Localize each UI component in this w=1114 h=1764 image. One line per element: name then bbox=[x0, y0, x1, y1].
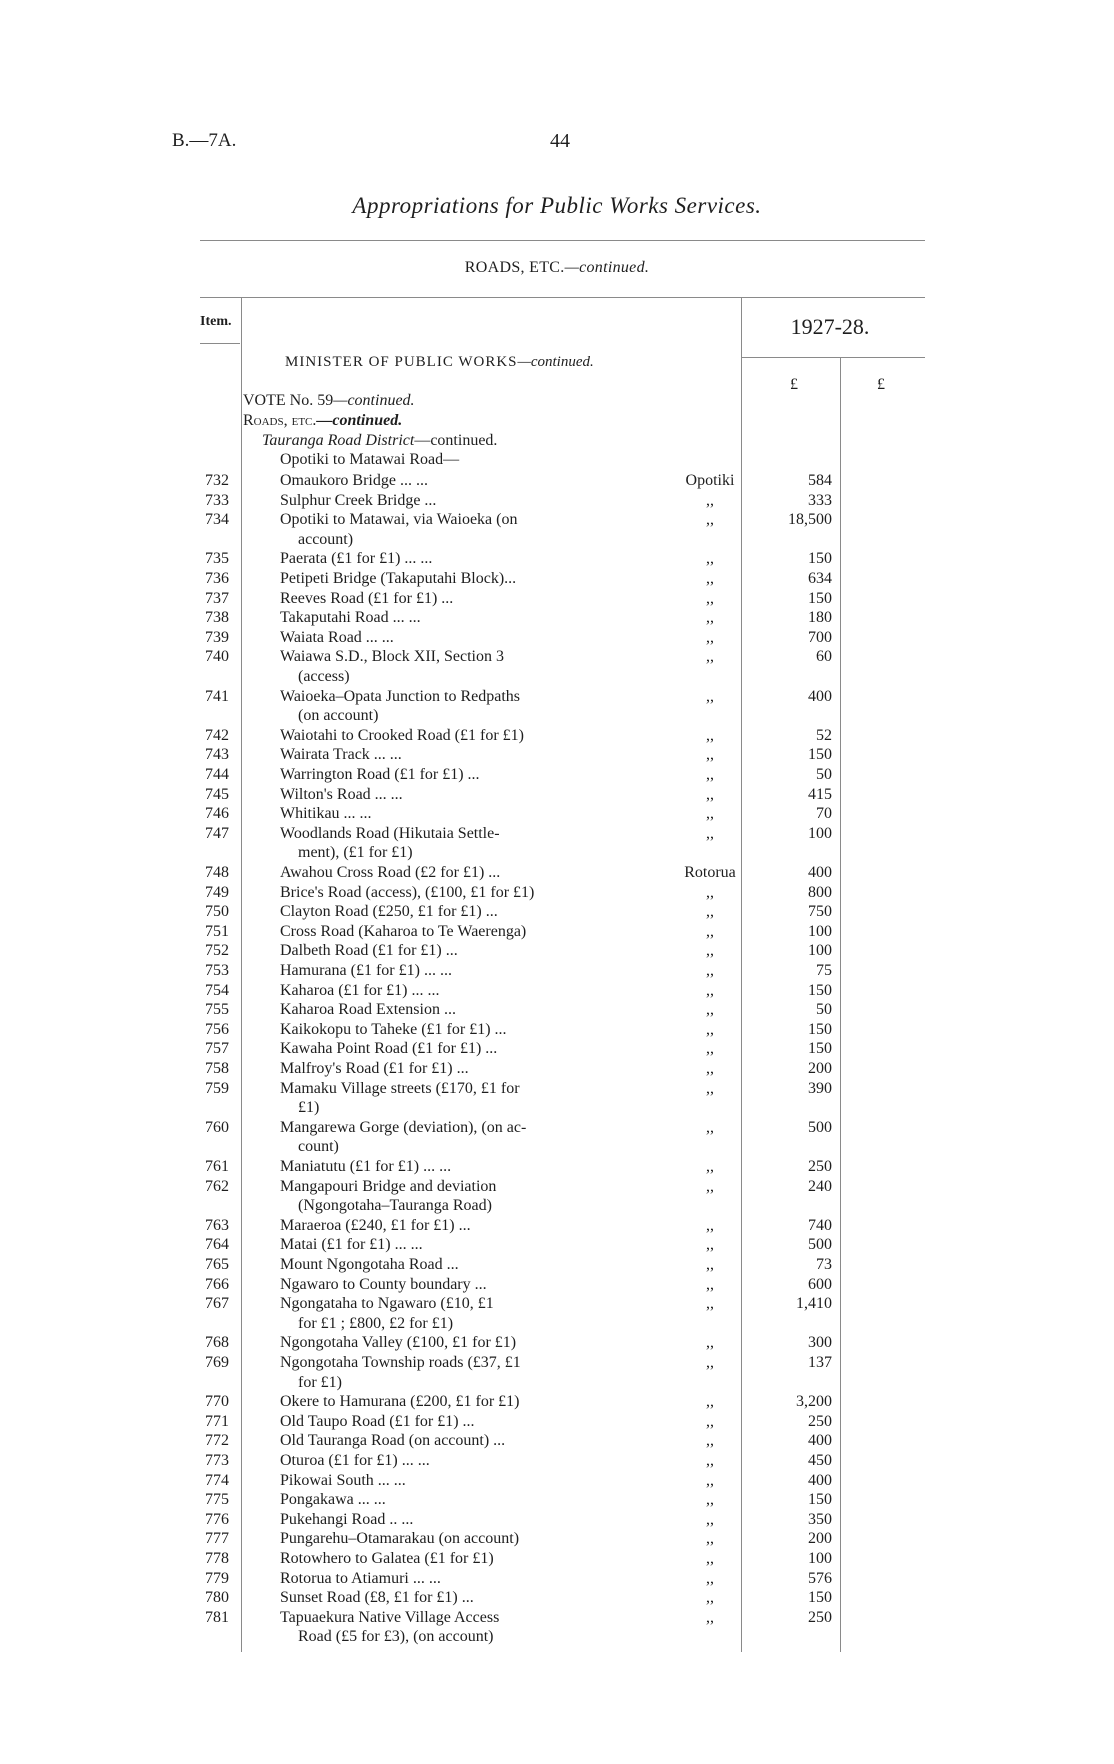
item-description bbox=[280, 1294, 604, 1333]
item-number: 753 bbox=[205, 962, 229, 979]
item-description-continuation: £1) bbox=[298, 1099, 320, 1117]
item-description bbox=[280, 745, 604, 765]
item-district: ,, bbox=[706, 550, 714, 568]
item-amount: 150 bbox=[808, 746, 832, 764]
item-district: ,, bbox=[706, 981, 714, 999]
vote-heading bbox=[243, 392, 415, 410]
item-description bbox=[280, 608, 604, 628]
item-amount: 390 bbox=[808, 1079, 832, 1097]
item-amount: 50 bbox=[816, 766, 832, 783]
item-header-rule bbox=[200, 343, 240, 344]
item-description bbox=[280, 1392, 604, 1412]
item-amount: 450 bbox=[808, 1452, 832, 1469]
item-number: 741 bbox=[205, 687, 229, 705]
item-district: Opotiki bbox=[685, 472, 735, 489]
item-district: ,, bbox=[706, 491, 714, 509]
item-description bbox=[280, 1471, 604, 1491]
item-number: 757 bbox=[205, 1040, 229, 1058]
item-amount: 600 bbox=[808, 1275, 832, 1293]
item-description bbox=[280, 1490, 604, 1510]
item-number: 777 bbox=[205, 1530, 229, 1548]
item-description bbox=[280, 922, 604, 942]
item-number: 772 bbox=[205, 1432, 229, 1450]
item-amount: 700 bbox=[808, 628, 832, 646]
item-description-line: Reeves Road (£1 for £1) ... bbox=[280, 589, 454, 607]
item-description bbox=[280, 1118, 604, 1157]
item-description-line: Clayton Road (£250, £1 for £1) ... bbox=[280, 903, 498, 921]
item-description-line: Tapuaekura Native Village Access bbox=[280, 1608, 500, 1626]
item-number: 771 bbox=[205, 1412, 229, 1430]
item-amount: 584 bbox=[808, 472, 832, 489]
section-heading-continued: —continued. bbox=[564, 259, 650, 276]
item-description-line: Waioeka–Opata Junction to Redpaths bbox=[280, 687, 520, 705]
item-amount: 576 bbox=[808, 1569, 832, 1587]
item-district: ,, bbox=[706, 1040, 714, 1058]
item-description bbox=[280, 1235, 604, 1255]
item-amount: 100 bbox=[808, 824, 832, 842]
item-amount: 333 bbox=[808, 491, 832, 509]
item-district: ,, bbox=[706, 511, 714, 529]
item-description bbox=[280, 981, 604, 1001]
item-district: ,, bbox=[706, 628, 714, 646]
item-number: 758 bbox=[205, 1060, 229, 1077]
item-description-line: Waiata Road ... ... bbox=[280, 628, 394, 646]
item-district: ,, bbox=[706, 766, 714, 783]
item-description-line: Old Tauranga Road (on account) ... bbox=[280, 1432, 506, 1450]
item-district: ,, bbox=[706, 1510, 714, 1528]
item-number: 746 bbox=[205, 805, 229, 823]
item-number: 774 bbox=[205, 1471, 229, 1489]
item-description bbox=[280, 863, 604, 883]
item-district: ,, bbox=[706, 1608, 714, 1626]
item-district: ,, bbox=[706, 1452, 714, 1469]
item-description-line: Waiotahi to Crooked Road (£1 for £1) bbox=[280, 726, 524, 744]
minister-heading-continued: —continued. bbox=[517, 354, 594, 370]
item-description bbox=[280, 1275, 604, 1295]
item-description-line: Kaharoa Road Extension ... bbox=[280, 1001, 456, 1019]
item-description bbox=[280, 1216, 604, 1236]
item-district: ,, bbox=[706, 1275, 714, 1293]
roads-heading bbox=[243, 412, 402, 430]
item-description bbox=[280, 549, 604, 569]
item-description-line: Matai (£1 for £1) ... ... bbox=[280, 1236, 423, 1254]
item-description-continuation: ment), (£1 for £1) bbox=[298, 844, 413, 862]
item-description-line: Wilton's Road ... ... bbox=[280, 785, 403, 803]
item-description-line: Ngawaro to County boundary ... bbox=[280, 1275, 487, 1293]
item-description-continuation: Road (£5 for £3), (on account) bbox=[298, 1628, 494, 1646]
item-amount: 250 bbox=[808, 1158, 832, 1175]
item-amount: 100 bbox=[808, 1550, 832, 1567]
year-column-header: 1927-28. bbox=[790, 314, 870, 339]
item-amount: 70 bbox=[816, 805, 832, 823]
item-number: 735 bbox=[205, 550, 229, 568]
item-number: 761 bbox=[205, 1158, 229, 1175]
item-description bbox=[280, 1059, 604, 1079]
item-district: ,, bbox=[706, 922, 714, 940]
item-district: Rotorua bbox=[684, 864, 736, 881]
item-description bbox=[280, 1588, 604, 1608]
item-amount: 150 bbox=[808, 1020, 832, 1038]
item-description bbox=[280, 726, 604, 746]
item-amount: 60 bbox=[816, 648, 832, 666]
district-heading-continued: —continued. bbox=[414, 432, 498, 449]
item-district: ,, bbox=[706, 1060, 714, 1077]
item-description-line: Hamurana (£1 for £1) ... ... bbox=[280, 962, 452, 979]
item-number: 763 bbox=[205, 1216, 229, 1234]
item-number: 733 bbox=[205, 491, 229, 509]
item-description-line: Awahou Cross Road (£2 for £1) ... bbox=[280, 864, 501, 881]
item-number: 778 bbox=[205, 1550, 229, 1567]
item-number: 780 bbox=[205, 1589, 229, 1607]
item-number: 770 bbox=[205, 1393, 229, 1411]
item-description-line: Old Taupo Road (£1 for £1) ... bbox=[280, 1412, 475, 1430]
item-district: ,, bbox=[706, 1256, 714, 1273]
item-description bbox=[280, 804, 604, 824]
item-district: ,, bbox=[706, 726, 714, 744]
item-number: 752 bbox=[205, 942, 229, 960]
item-number: 765 bbox=[205, 1256, 229, 1273]
item-amount: 250 bbox=[808, 1608, 832, 1626]
item-description-line: Wairata Track ... ... bbox=[280, 746, 402, 764]
item-description bbox=[280, 1412, 604, 1432]
item-district: ,, bbox=[706, 570, 714, 587]
item-description bbox=[280, 1039, 604, 1059]
item-amount: 750 bbox=[808, 903, 832, 921]
item-description-continuation: account) bbox=[298, 530, 354, 548]
item-amount: 1,410 bbox=[796, 1295, 832, 1313]
item-amount: 137 bbox=[808, 1354, 832, 1371]
item-description bbox=[280, 687, 604, 726]
section-heading bbox=[0, 259, 1114, 277]
item-number: 749 bbox=[205, 883, 229, 901]
item-district: ,, bbox=[706, 1079, 714, 1097]
item-amount: 415 bbox=[808, 785, 832, 803]
item-district: ,, bbox=[706, 1393, 714, 1411]
item-district: ,, bbox=[706, 648, 714, 666]
item-description bbox=[280, 569, 604, 589]
item-description-line: Woodlands Road (Hikutaia Settle- bbox=[280, 824, 500, 842]
item-description bbox=[280, 883, 604, 903]
item-amount: 400 bbox=[808, 864, 832, 881]
item-description-line: Pongakawa ... ... bbox=[280, 1491, 386, 1509]
item-description bbox=[280, 1000, 604, 1020]
item-description-continuation: for £1) bbox=[298, 1373, 342, 1391]
item-district: ,, bbox=[706, 1334, 714, 1352]
item-amount: 240 bbox=[808, 1177, 832, 1195]
item-number: 743 bbox=[205, 746, 229, 764]
item-description bbox=[280, 491, 604, 511]
item-description bbox=[280, 1569, 604, 1589]
item-number: 748 bbox=[205, 864, 229, 881]
item-district: ,, bbox=[706, 1177, 714, 1195]
item-description-line: Rotorua to Atiamuri ... ... bbox=[280, 1569, 441, 1587]
item-district: ,, bbox=[706, 1216, 714, 1234]
item-description bbox=[280, 1549, 604, 1569]
title-rule bbox=[200, 240, 925, 241]
page-title: Appropriations for Public Works Services. bbox=[352, 193, 762, 218]
item-description-line: Oturoa (£1 for £1) ... ... bbox=[280, 1452, 430, 1469]
item-description bbox=[280, 941, 604, 961]
item-number: 734 bbox=[205, 511, 229, 529]
item-amount: 200 bbox=[808, 1060, 832, 1077]
item-description-line: Sunset Road (£8, £1 for £1) ... bbox=[280, 1589, 474, 1607]
item-description bbox=[280, 1431, 604, 1451]
item-district: ,, bbox=[706, 942, 714, 960]
item-description-continuation: for £1 ; £800, £2 for £1) bbox=[298, 1314, 454, 1332]
item-description-line: Rotowhero to Galatea (£1 for £1) bbox=[280, 1550, 494, 1567]
minister-heading-main: MINISTER OF PUBLIC WORKS bbox=[285, 354, 518, 370]
item-district: ,, bbox=[706, 1236, 714, 1254]
item-number: 740 bbox=[205, 648, 229, 666]
item-number: 745 bbox=[205, 785, 229, 803]
item-description-line: Waiawa S.D., Block XII, Section 3 bbox=[280, 648, 504, 666]
item-amount: 100 bbox=[808, 922, 832, 940]
item-number: 742 bbox=[205, 726, 229, 744]
item-description-line: Kaikokopu to Taheke (£1 for £1) ... bbox=[280, 1020, 507, 1038]
item-amount: 150 bbox=[808, 550, 832, 568]
item-district: ,, bbox=[706, 1001, 714, 1019]
item-description-line: Warrington Road (£1 for £1) ... bbox=[280, 766, 480, 783]
item-number: 767 bbox=[205, 1295, 229, 1313]
item-description-line: Malfroy's Road (£1 for £1) ... bbox=[280, 1060, 469, 1077]
item-amount: 350 bbox=[808, 1510, 832, 1528]
item-district: ,, bbox=[706, 746, 714, 764]
item-number: 738 bbox=[205, 609, 229, 627]
item-description-line: Opotiki to Matawai, via Waioeka (on bbox=[280, 511, 518, 529]
item-district: ,, bbox=[706, 824, 714, 842]
item-description-line: Maraeroa (£240, £1 for £1) ... bbox=[280, 1216, 471, 1234]
item-description-continuation: count) bbox=[298, 1138, 339, 1156]
item-description bbox=[280, 765, 604, 785]
item-district: ,, bbox=[706, 609, 714, 627]
item-district: ,, bbox=[706, 1354, 714, 1371]
item-number: 751 bbox=[205, 922, 229, 940]
item-description-line: Pikowai South ... ... bbox=[280, 1471, 406, 1489]
item-amount: 400 bbox=[808, 1432, 832, 1450]
item-amount: 18,500 bbox=[788, 511, 832, 529]
item-number: 737 bbox=[205, 589, 229, 607]
item-description-line: Omaukoro Bridge ... ... bbox=[280, 472, 428, 489]
item-district: ,, bbox=[706, 903, 714, 921]
item-description bbox=[280, 1451, 604, 1471]
item-description bbox=[280, 510, 604, 549]
item-description-line: Kawaha Point Road (£1 for £1) ... bbox=[280, 1040, 498, 1058]
currency-symbol-2: £ bbox=[877, 376, 885, 393]
item-description-continuation: (on account) bbox=[298, 707, 379, 725]
item-amount: 400 bbox=[808, 687, 832, 705]
item-description-line: Ngongotaha Valley (£100, £1 for £1) bbox=[280, 1334, 517, 1352]
item-description-line: Petipeti Bridge (Takaputahi Block)... bbox=[280, 570, 517, 587]
item-district: ,, bbox=[706, 1432, 714, 1450]
item-number: 755 bbox=[205, 1001, 229, 1019]
item-description bbox=[280, 1529, 604, 1549]
item-amount: 200 bbox=[808, 1530, 832, 1548]
item-number: 764 bbox=[205, 1236, 229, 1254]
item-description-line: Dalbeth Road (£1 for £1) ... bbox=[280, 942, 458, 960]
item-number: 754 bbox=[205, 981, 229, 999]
minister-heading bbox=[285, 354, 594, 371]
item-district: ,, bbox=[706, 1569, 714, 1587]
roads-heading-continued: —continued. bbox=[316, 412, 403, 429]
item-number: 762 bbox=[205, 1177, 229, 1195]
item-district: ,, bbox=[706, 1550, 714, 1567]
item-description-line: Mount Ngongotaha Road ... bbox=[280, 1256, 459, 1273]
item-number: 775 bbox=[205, 1491, 229, 1509]
item-number: 776 bbox=[205, 1510, 229, 1528]
item-description-line: Sulphur Creek Bridge ... bbox=[280, 491, 437, 509]
item-number: 759 bbox=[205, 1079, 229, 1097]
item-description bbox=[280, 1333, 604, 1353]
year-header-rule bbox=[742, 357, 925, 358]
item-description-line: Maniatutu (£1 for £1) ... ... bbox=[280, 1158, 452, 1175]
item-column-divider bbox=[241, 297, 242, 1652]
item-description-line: Mangapouri Bridge and deviation bbox=[280, 1177, 497, 1195]
item-amount: 634 bbox=[808, 570, 832, 587]
item-number: 769 bbox=[205, 1354, 229, 1371]
item-district: ,, bbox=[706, 962, 714, 979]
item-description-line: Brice's Road (access), (£100, £1 for £1) bbox=[280, 883, 535, 901]
item-description bbox=[280, 1510, 604, 1530]
item-district: ,, bbox=[706, 589, 714, 607]
item-amount: 150 bbox=[808, 1589, 832, 1607]
item-amount: 150 bbox=[808, 589, 832, 607]
item-column-header: Item. bbox=[200, 314, 232, 329]
item-description-line: Mamaku Village streets (£170, £1 for bbox=[280, 1079, 520, 1097]
item-number: 747 bbox=[205, 824, 229, 842]
item-amount: 180 bbox=[808, 609, 832, 627]
item-amount: 400 bbox=[808, 1471, 832, 1489]
item-description bbox=[280, 824, 604, 863]
item-amount: 150 bbox=[808, 1491, 832, 1509]
district-heading bbox=[262, 432, 497, 450]
item-amount: 300 bbox=[808, 1334, 832, 1352]
item-amount: 50 bbox=[816, 1001, 832, 1019]
item-description bbox=[280, 628, 604, 648]
item-description bbox=[280, 471, 604, 491]
vote-heading-main: VOTE No. 59 bbox=[243, 392, 334, 409]
item-number: 739 bbox=[205, 628, 229, 646]
item-number: 773 bbox=[205, 1452, 229, 1469]
item-amount: 250 bbox=[808, 1412, 832, 1430]
item-description bbox=[280, 785, 604, 805]
item-number: 760 bbox=[205, 1118, 229, 1136]
item-description bbox=[280, 1020, 604, 1040]
item-amount: 100 bbox=[808, 942, 832, 960]
item-description bbox=[280, 1177, 604, 1216]
item-district: ,, bbox=[706, 1295, 714, 1313]
currency-symbol-1: £ bbox=[790, 376, 798, 393]
item-district: ,, bbox=[706, 785, 714, 803]
item-district: ,, bbox=[706, 1491, 714, 1509]
item-district: ,, bbox=[706, 1118, 714, 1136]
item-amount: 73 bbox=[816, 1256, 832, 1273]
item-district: ,, bbox=[706, 1020, 714, 1038]
item-district: ,, bbox=[706, 1471, 714, 1489]
item-amount: 52 bbox=[816, 726, 832, 744]
subheading-opotiki-matawai: Opotiki to Matawai Road— bbox=[280, 451, 460, 468]
item-description-line: Okere to Hamurana (£200, £1 for £1) bbox=[280, 1393, 520, 1411]
section-heading-main: ROADS, ETC. bbox=[464, 259, 565, 276]
item-number: 781 bbox=[205, 1608, 229, 1626]
item-description-line: Pungarehu–Otamarakau (on account) bbox=[280, 1530, 520, 1548]
item-description-line: Takaputahi Road ... ... bbox=[280, 609, 421, 627]
item-district: ,, bbox=[706, 883, 714, 901]
item-description bbox=[280, 647, 604, 686]
item-description bbox=[280, 589, 604, 609]
item-description bbox=[280, 1157, 604, 1177]
item-description bbox=[280, 1608, 604, 1647]
item-description-line: Whitikau ... ... bbox=[280, 805, 372, 823]
item-number: 779 bbox=[205, 1569, 229, 1587]
item-description bbox=[280, 1255, 604, 1275]
item-description-line: Ngongotaha Township roads (£37, £1 bbox=[280, 1354, 521, 1371]
item-description-line: Ngongataha to Ngawaro (£10, £1 bbox=[280, 1295, 494, 1313]
item-number: 768 bbox=[205, 1334, 229, 1352]
item-description-line: Kaharoa (£1 for £1) ... ... bbox=[280, 981, 440, 999]
item-description-line: Paerata (£1 for £1) ... ... bbox=[280, 550, 433, 568]
item-amount: 150 bbox=[808, 1040, 832, 1058]
item-description-line: Pukehangi Road .. ... bbox=[280, 1510, 414, 1528]
item-amount: 150 bbox=[808, 981, 832, 999]
item-description bbox=[280, 1079, 604, 1118]
item-amount: 3,200 bbox=[796, 1393, 832, 1411]
item-amount: 500 bbox=[808, 1118, 832, 1136]
roads-heading-main: Roads, etc. bbox=[243, 412, 317, 429]
item-number: 744 bbox=[205, 766, 229, 783]
item-district: ,, bbox=[706, 1589, 714, 1607]
item-district: ,, bbox=[706, 1530, 714, 1548]
item-description bbox=[280, 902, 604, 922]
item-amount: 75 bbox=[816, 962, 832, 979]
item-description-continuation: (access) bbox=[298, 667, 350, 685]
item-number: 732 bbox=[205, 472, 229, 489]
item-number: 766 bbox=[205, 1275, 229, 1293]
item-district: ,, bbox=[706, 1412, 714, 1430]
item-description bbox=[280, 1353, 604, 1392]
document-reference: B.—7A. bbox=[172, 130, 237, 151]
item-description-line: Cross Road (Kaharoa to Te Waerenga) bbox=[280, 922, 527, 940]
page-number: 44 bbox=[550, 130, 570, 152]
district-heading-main: Tauranga Road District bbox=[262, 432, 415, 449]
item-amount: 740 bbox=[808, 1216, 832, 1234]
item-description bbox=[280, 961, 604, 981]
item-number: 756 bbox=[205, 1020, 229, 1038]
vote-heading-continued: —continued. bbox=[333, 392, 415, 409]
item-district: ,, bbox=[706, 1158, 714, 1175]
item-district: ,, bbox=[706, 805, 714, 823]
item-number: 750 bbox=[205, 903, 229, 921]
item-district: ,, bbox=[706, 687, 714, 705]
item-amount: 800 bbox=[808, 883, 832, 901]
item-amount: 500 bbox=[808, 1236, 832, 1254]
table-top-rule bbox=[200, 297, 925, 298]
item-description-continuation: (Ngongotaha–Tauranga Road) bbox=[298, 1197, 492, 1215]
amount-column-divider bbox=[840, 357, 841, 1652]
item-number: 736 bbox=[205, 570, 229, 587]
item-description-line: Mangarewa Gorge (deviation), (on ac- bbox=[280, 1118, 527, 1136]
